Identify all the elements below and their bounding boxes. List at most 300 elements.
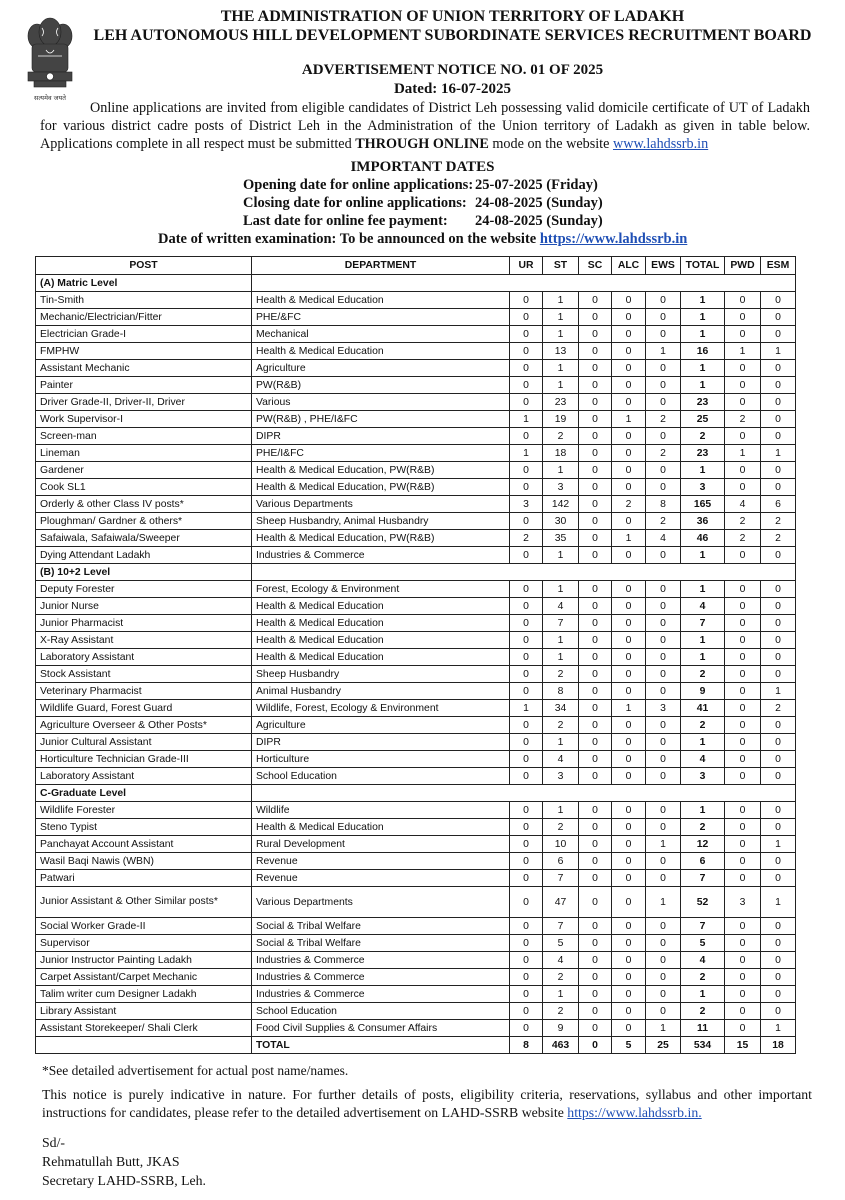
ur-cell: 0 [510,598,543,615]
section-header-row [36,785,796,802]
alc-cell: 0 [612,581,646,598]
sc-cell: 0 [579,887,612,918]
ur-cell: 0 [510,615,543,632]
esm-cell: 0 [761,292,796,309]
sc-cell: 0 [579,768,612,785]
table-row [36,615,796,632]
esm-cell: 0 [761,360,796,377]
st-cell: 3 [543,479,579,496]
alc-cell: 0 [612,969,646,986]
table-row [36,547,796,564]
ews-cell: 0 [646,598,681,615]
ur-cell: 0 [510,986,543,1003]
department-cell: Sheep Husbandry [252,666,510,683]
pwd-cell: 0 [725,1003,761,1020]
alc-cell: 0 [612,1003,646,1020]
column-header-department: DEPARTMENT [252,257,510,275]
total-cell: 9 [681,683,725,700]
sc-cell: 0 [579,870,612,887]
department-cell: Wildlife, Forest, Ecology & Environment [252,700,510,717]
pwd-cell: 0 [725,751,761,768]
ur-cell: 0 [510,666,543,683]
sc-cell: 0 [579,935,612,952]
table-row [36,462,796,479]
post-cell: Ploughman/ Gardner & others* [36,513,252,530]
table-row [36,411,796,428]
sc-cell: 0 [579,615,612,632]
pwd-cell: 3 [725,887,761,918]
disclaimer-website-link[interactable]: https://www.lahdssrb.in. [567,1105,702,1120]
closing-date-value: 24-08-2025 (Sunday) [475,195,603,211]
closing-date-row [243,195,603,212]
ur-cell: 0 [510,394,543,411]
alc-cell: 0 [612,768,646,785]
total-cell: 23 [681,445,725,462]
esm-cell: 0 [761,598,796,615]
st-cell: 47 [543,887,579,918]
esm-cell: 0 [761,428,796,445]
pwd-cell: 0 [725,935,761,952]
opening-date-label: Opening date for online applications: [243,177,474,193]
table-row [36,479,796,496]
pwd-cell: 0 [725,615,761,632]
post-cell: Junior Instructor Painting Ladakh [36,952,252,969]
st-cell: 35 [543,530,579,547]
alc-cell: 0 [612,632,646,649]
table-row [36,530,796,547]
table-row [36,394,796,411]
department-cell: Sheep Husbandry, Animal Husbandry [252,513,510,530]
post-cell: Talim writer cum Designer Ladakh [36,986,252,1003]
total-cell: 41 [681,700,725,717]
ews-cell: 1 [646,887,681,918]
pwd-cell: 0 [725,853,761,870]
esm-cell: 0 [761,547,796,564]
alc-cell: 0 [612,918,646,935]
pwd-cell: 0 [725,360,761,377]
esm-cell: 0 [761,935,796,952]
sc-cell: 0 [579,343,612,360]
ews-cell: 1 [646,343,681,360]
post-cell: Wildlife Forester [36,802,252,819]
department-cell: Agriculture [252,360,510,377]
st-cell: 4 [543,598,579,615]
total-cell: 23 [681,394,725,411]
sc-cell: 0 [579,853,612,870]
esm-cell: 0 [761,411,796,428]
ews-cell: 1 [646,1020,681,1037]
post-cell: Agriculture Overseer & Other Posts* [36,717,252,734]
column-header-st: ST [543,257,579,275]
ur-cell: 0 [510,853,543,870]
ews-cell: 2 [646,513,681,530]
esm-cell: 0 [761,918,796,935]
alc-cell: 1 [612,411,646,428]
sc-cell: 0 [579,428,612,445]
alc-cell: 0 [612,292,646,309]
ews-cell: 0 [646,360,681,377]
ews-cell: 8 [646,496,681,513]
post-cell: Wasil Baqi Nawis (WBN) [36,853,252,870]
ur-cell: 0 [510,768,543,785]
footnote: *See detailed advertisement for actual post name/names. [42,1063,349,1078]
ur-cell: 0 [510,428,543,445]
esm-cell: 2 [761,700,796,717]
esm-cell: 2 [761,513,796,530]
ur-cell: 0 [510,870,543,887]
department-cell: Various [252,394,510,411]
ur-cell: 0 [510,887,543,918]
department-cell: Health & Medical Education [252,598,510,615]
post-cell: Driver Grade-II, Driver-II, Driver [36,394,252,411]
esm-cell: 1 [761,836,796,853]
alc-cell: 0 [612,952,646,969]
total-cell: 1 [681,360,725,377]
total-cell: 5 [681,935,725,952]
ur-cell: 1 [510,700,543,717]
sc-cell: 0 [579,394,612,411]
esm-cell: 2 [761,530,796,547]
esm-cell: 0 [761,734,796,751]
st-cell: 2 [543,819,579,836]
sc-cell: 0 [579,462,612,479]
sc-cell: 0 [579,717,612,734]
total-cell: 16 [681,343,725,360]
sc-cell: 0 [579,377,612,394]
ur-cell: 0 [510,360,543,377]
table-row [36,513,796,530]
table-row [36,428,796,445]
department-cell: DIPR [252,428,510,445]
esm-cell: 0 [761,326,796,343]
alc-cell: 0 [612,326,646,343]
total-cell: 7 [681,918,725,935]
esm-cell: 0 [761,986,796,1003]
alc-cell: 0 [612,870,646,887]
table-row [36,292,796,309]
pwd-cell: 4 [725,496,761,513]
total-row [36,1037,796,1054]
department-cell: School Education [252,1003,510,1020]
esm-cell: 0 [761,819,796,836]
total-cell: 1 [681,632,725,649]
alc-cell: 0 [612,513,646,530]
ur-cell: 0 [510,649,543,666]
esm-cell: 0 [761,751,796,768]
pwd-cell: 0 [725,292,761,309]
post-cell: Laboratory Assistant [36,649,252,666]
table-row [36,343,796,360]
table-header-row [36,257,796,275]
table-row [36,717,796,734]
esm-cell: 18 [761,1037,796,1054]
total-cell: 4 [681,598,725,615]
ur-cell: 0 [510,513,543,530]
alc-cell: 0 [612,717,646,734]
alc-cell: 0 [612,986,646,1003]
ews-cell: 0 [646,734,681,751]
sc-cell: 0 [579,360,612,377]
posts-table [35,256,796,1054]
ur-cell: 0 [510,292,543,309]
st-cell: 1 [543,581,579,598]
department-cell: Health & Medical Education [252,819,510,836]
sc-cell: 0 [579,700,612,717]
st-cell: 30 [543,513,579,530]
total-cell: 7 [681,615,725,632]
column-header-post: POST [36,257,252,275]
ews-cell: 0 [646,683,681,700]
st-cell: 1 [543,326,579,343]
opening-date-value: 25-07-2025 (Friday) [475,177,598,193]
esm-cell: 0 [761,394,796,411]
department-cell: Revenue [252,853,510,870]
st-cell: 1 [543,734,579,751]
post-cell: Lineman [36,445,252,462]
header-title-line2: LEH AUTONOMOUS HILL DEVELOPMENT SUBORDINATE SERVICES RECRUITMENT BOARD [93,27,812,44]
ur-cell: 0 [510,1003,543,1020]
table-row [36,309,796,326]
alc-cell: 0 [612,479,646,496]
total-cell: 36 [681,513,725,530]
st-cell: 4 [543,952,579,969]
important-dates-title: IMPORTANT DATES [350,159,495,175]
sc-cell: 0 [579,292,612,309]
st-cell: 7 [543,918,579,935]
table-row [36,496,796,513]
post-cell: Supervisor [36,935,252,952]
notice-number: ADVERTISEMENT NOTICE NO. 01 OF 2025 [301,62,604,78]
esm-cell: 6 [761,496,796,513]
total-cell: 4 [681,751,725,768]
table-row [36,935,796,952]
alc-cell: 0 [612,853,646,870]
alc-cell: 0 [612,887,646,918]
department-cell: Forest, Ecology & Environment [252,581,510,598]
ur-cell: 0 [510,326,543,343]
st-cell: 2 [543,666,579,683]
alc-cell: 0 [612,615,646,632]
pwd-cell: 0 [725,870,761,887]
department-cell: Health & Medical Education [252,649,510,666]
st-cell: 142 [543,496,579,513]
total-cell: 6 [681,853,725,870]
emblem-caption: सत्यमेव जयते [34,94,66,102]
post-cell: Electrician Grade-I [36,326,252,343]
total-cell: 165 [681,496,725,513]
pwd-cell: 0 [725,969,761,986]
alc-cell: 0 [612,445,646,462]
st-cell: 1 [543,632,579,649]
exam-website-link[interactable]: https://www.lahdssrb.in [539,231,688,247]
post-cell: Mechanic/Electrician/Fitter [36,309,252,326]
pwd-cell: 0 [725,428,761,445]
ews-cell: 2 [646,411,681,428]
ews-cell: 0 [646,547,681,564]
opening-date-row [243,177,598,194]
intro-text: Online applications are invited from eligible candidates of District Leh possessing valid domicile certificate of UT of Ladakh for various district cadre posts of District Leh in the Administration of the Union territory of Ladakh as given in table below. Applications complete in all respect must be submitted [40,100,810,152]
total-cell: 2 [681,666,725,683]
pwd-cell: 0 [725,649,761,666]
post-cell: Wildlife Guard, Forest Guard [36,700,252,717]
department-cell: Horticulture [252,751,510,768]
table-row [36,952,796,969]
st-cell: 1 [543,547,579,564]
sc-cell: 0 [579,496,612,513]
table-row [36,581,796,598]
pwd-cell: 0 [725,952,761,969]
table-row [36,836,796,853]
ur-cell: 0 [510,918,543,935]
table-row [36,326,796,343]
total-cell: 2 [681,428,725,445]
ur-cell: 0 [510,836,543,853]
pwd-cell: 0 [725,734,761,751]
department-cell: Social & Tribal Welfare [252,935,510,952]
alc-cell: 1 [612,700,646,717]
table-row [36,598,796,615]
section-header-row [36,275,796,292]
esm-cell: 0 [761,969,796,986]
sc-cell: 0 [579,802,612,819]
sc-cell: 0 [579,513,612,530]
department-cell: Various Departments [252,496,510,513]
post-cell: Dying Attendant Ladakh [36,547,252,564]
ur-cell: 0 [510,802,543,819]
alc-cell: 0 [612,462,646,479]
department-cell: Rural Development [252,836,510,853]
st-cell: 1 [543,309,579,326]
total-cell: 52 [681,887,725,918]
post-cell: Laboratory Assistant [36,768,252,785]
st-cell: 34 [543,700,579,717]
post-cell: Cook SL1 [36,479,252,496]
esm-cell: 1 [761,683,796,700]
table-row [36,445,796,462]
pwd-cell: 0 [725,768,761,785]
department-cell: Health & Medical Education, PW(R&B) [252,530,510,547]
ews-cell: 0 [646,952,681,969]
column-header-pwd: PWD [725,257,761,275]
sc-cell: 0 [579,751,612,768]
sc-cell: 0 [579,819,612,836]
sc-cell: 0 [579,918,612,935]
total-cell: 1 [681,581,725,598]
ews-cell: 0 [646,918,681,935]
esm-cell: 0 [761,853,796,870]
total-cell: 1 [681,734,725,751]
department-cell: PHE/I&FC [252,445,510,462]
total-cell: 1 [681,309,725,326]
st-cell: 19 [543,411,579,428]
st-cell: 13 [543,343,579,360]
intro-text-2: mode on the website [488,136,613,152]
signature-sd: Sd/- [42,1135,65,1150]
department-cell: Animal Husbandry [252,683,510,700]
alc-cell: 0 [612,309,646,326]
sc-cell: 0 [579,547,612,564]
st-cell: 2 [543,1003,579,1020]
pwd-cell: 2 [725,513,761,530]
ur-cell: 0 [510,479,543,496]
esm-cell: 0 [761,615,796,632]
alc-cell: 0 [612,751,646,768]
post-cell: Stock Assistant [36,666,252,683]
pwd-cell: 0 [725,581,761,598]
ews-cell: 0 [646,853,681,870]
pwd-cell: 0 [725,802,761,819]
exam-date-row [158,231,687,248]
post-cell: Assistant Storekeeper/ Shali Clerk [36,1020,252,1037]
table-row [36,1003,796,1020]
total-cell: 3 [681,768,725,785]
department-cell: Industries & Commerce [252,969,510,986]
table-row [36,360,796,377]
post-cell: Screen-man [36,428,252,445]
total-cell: 1 [681,802,725,819]
department-cell: Industries & Commerce [252,986,510,1003]
esm-cell: 1 [761,1020,796,1037]
pwd-cell: 0 [725,632,761,649]
website-link[interactable]: www.lahdssrb.in [612,136,709,152]
table-row [36,768,796,785]
sc-cell: 0 [579,581,612,598]
alc-cell: 5 [612,1037,646,1054]
ews-cell: 0 [646,649,681,666]
column-header-alc: ALC [612,257,646,275]
ur-cell: 1 [510,445,543,462]
sc-cell: 0 [579,309,612,326]
esm-cell: 0 [761,1003,796,1020]
total-cell: 2 [681,717,725,734]
st-cell: 23 [543,394,579,411]
sc-cell: 0 [579,479,612,496]
total-cell: 1 [681,547,725,564]
alc-cell: 0 [612,547,646,564]
pwd-cell: 0 [725,547,761,564]
post-cell: Junior Pharmacist [36,615,252,632]
pwd-cell: 15 [725,1037,761,1054]
ews-cell: 25 [646,1037,681,1054]
esm-cell: 1 [761,445,796,462]
esm-cell: 0 [761,952,796,969]
post-cell: X-Ray Assistant [36,632,252,649]
post-cell: Painter [36,377,252,394]
pwd-cell: 0 [725,918,761,935]
post-cell: Junior Nurse [36,598,252,615]
signatory-name: Rehmatullah Butt, JKAS [42,1154,180,1169]
sc-cell: 0 [579,952,612,969]
table-row [36,802,796,819]
esm-cell: 0 [761,649,796,666]
exam-date-label: Date of written examination: To be announced on the website [158,231,540,247]
department-cell: PW(R&B) , PHE/I&FC [252,411,510,428]
department-cell: Mechanical [252,326,510,343]
sc-cell: 0 [579,1037,612,1054]
esm-cell: 0 [761,717,796,734]
st-cell: 1 [543,802,579,819]
pwd-cell: 0 [725,666,761,683]
ur-cell: 0 [510,547,543,564]
ur-cell: 0 [510,751,543,768]
table-row [36,870,796,887]
st-cell: 4 [543,751,579,768]
column-header-ews: EWS [646,257,681,275]
st-cell: 18 [543,445,579,462]
st-cell: 2 [543,969,579,986]
total-cell: 3 [681,479,725,496]
total-cell: 4 [681,952,725,969]
